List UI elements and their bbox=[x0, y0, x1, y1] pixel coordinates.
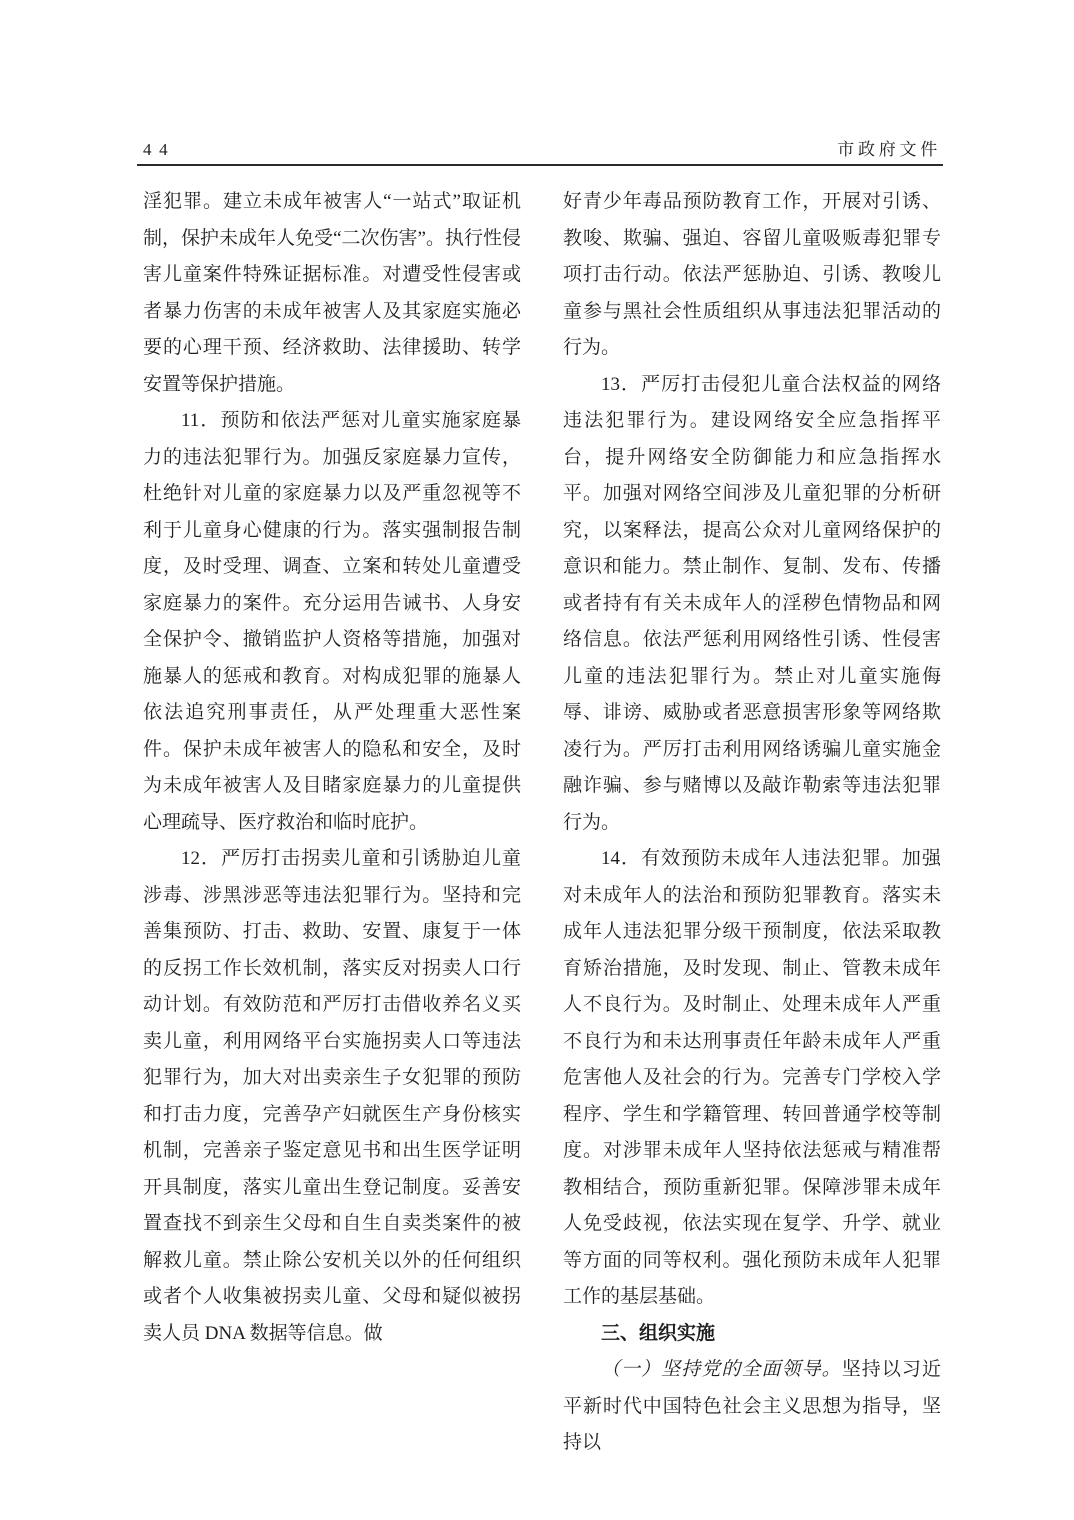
document-body bbox=[143, 184, 941, 1462]
column-right bbox=[563, 184, 941, 1462]
paragraph-continuation: 好青少年毒品预防教育工作，开展对引诱、教唆、欺骗、强迫、容留儿童吸贩毒犯罪专项打击行动。依法严惩胁迫、引诱、教唆儿童参与黑社会性质组织从事违法犯罪活动的行为。 bbox=[563, 191, 941, 358]
paragraph-item-14: 14．有效预防未成年人违法犯罪。加强对未成年人的法治和预防犯罪教育。落实未成年人违法犯罪分级干预制度，依法采取教育矫治措施，及时发现、制止、管教未成年人不良行为。及时制止、处理未成年人严重不良行为和未达刑事责任年龄未成年人严重危害他人及社会的行为。完善专门学校入学程序、学生和学籍管理、转回普通学校等制度。对涉罪未成年人坚持依法惩戒与精准帮教相结合，预防重新犯罪。保障涉罪未成年人免受歧视，依法实现在复学、升学、就业等方面的同等权利。强化预防未成年人犯罪工作的基层基础。 bbox=[563, 848, 941, 1307]
page-number: 44 bbox=[143, 140, 176, 159]
paragraph-item-13: 13．严厉打击侵犯儿童合法权益的网络违法犯罪行为。建设网络安全应急指挥平台，提升网络安全防御能力和应急指挥水平。加强对网络空间涉及儿童犯罪的分析研究，以案释法，提高公众对儿童网络保护的意识和能力。禁止制作、复制、发布、传播或者持有有关未成年人的淫秽色情物品和网络信息。依法严惩利用网络性引诱、性侵害儿童的违法犯罪行为。禁止对儿童实施侮辱、诽谤、威胁或者恶意损害形象等网络欺凌行为。严厉打击利用网络诱骗儿童实施金融诈骗、参与赌博以及敲诈勒索等违法犯罪行为。 bbox=[563, 373, 941, 833]
paragraph-sub-item-1 bbox=[563, 1352, 941, 1462]
paragraph-continuation: 淫犯罪。建立未成年被害人“一站式”取证机制，保护未成年人免受“二次伤害”。执行性侵害儿童案件特殊证据标准。对遭受性侵害或者暴力伤害的未成年被害人及其家庭实施必要的心理干预、经济救助、法律援助、转学安置等保护措施。 bbox=[143, 191, 521, 395]
paragraph-item-12-partial: 12．严厉打击拐卖儿童和引诱胁迫儿童涉毒、涉黑涉恶等违法犯罪行为。坚持和完善集预防、打击、救助、安置、康复于一体的反拐工作长效机制，落实反对拐卖人口行动计划。有效防范和严厉打击借收养名义买卖儿童，利用网络平台实施拐卖人口等违法犯罪行为，加大对出卖亲生子女犯罪的预防和打击力度，完善孕产妇就医生产身份核实机制，完善亲子鉴定意见书和出生医学证明开具制度，落实儿童出生登记制度。妥善安置查找不到亲生父母和自生自卖类案件的被解救儿童。禁止除公安机关以外的任何组织或者个人收集被拐卖儿童、父母和疑似被拐卖人员 DNA 数据等信息。做 bbox=[143, 848, 521, 1344]
header-rule bbox=[137, 164, 943, 166]
sub-item-body: 坚持以习近平新时代中国特色社会主义思想为指导，坚持以 bbox=[563, 1359, 941, 1453]
page-header bbox=[143, 138, 941, 162]
column-left bbox=[143, 184, 521, 1462]
sub-item-lead: （一）坚持党的全面领导。 bbox=[601, 1359, 842, 1380]
paragraph-item-11: 11．预防和依法严惩对儿童实施家庭暴力的违法犯罪行为。加强反家庭暴力宣传，杜绝针对儿童的家庭暴力以及严重忽视等不利于儿童身心健康的行为。落实强制报告制度，及时受理、调查、立案和转处儿童遭受家庭暴力的案件。充分运用告诫书、人身安全保护令、撤销监护人资格等措施，加强对施暴人的惩戒和教育。对构成犯罪的施暴人依法追究刑事责任，从严处理重大恶性案件。保护未成年被害人的隐私和安全，及时为未成年被害人及目睹家庭暴力的儿童提供心理疏导、医疗救治和临时庇护。 bbox=[143, 410, 521, 833]
section-heading-organization: 三、组织实施 bbox=[601, 1322, 716, 1344]
document-category-label: 市政府文件 bbox=[837, 140, 941, 159]
